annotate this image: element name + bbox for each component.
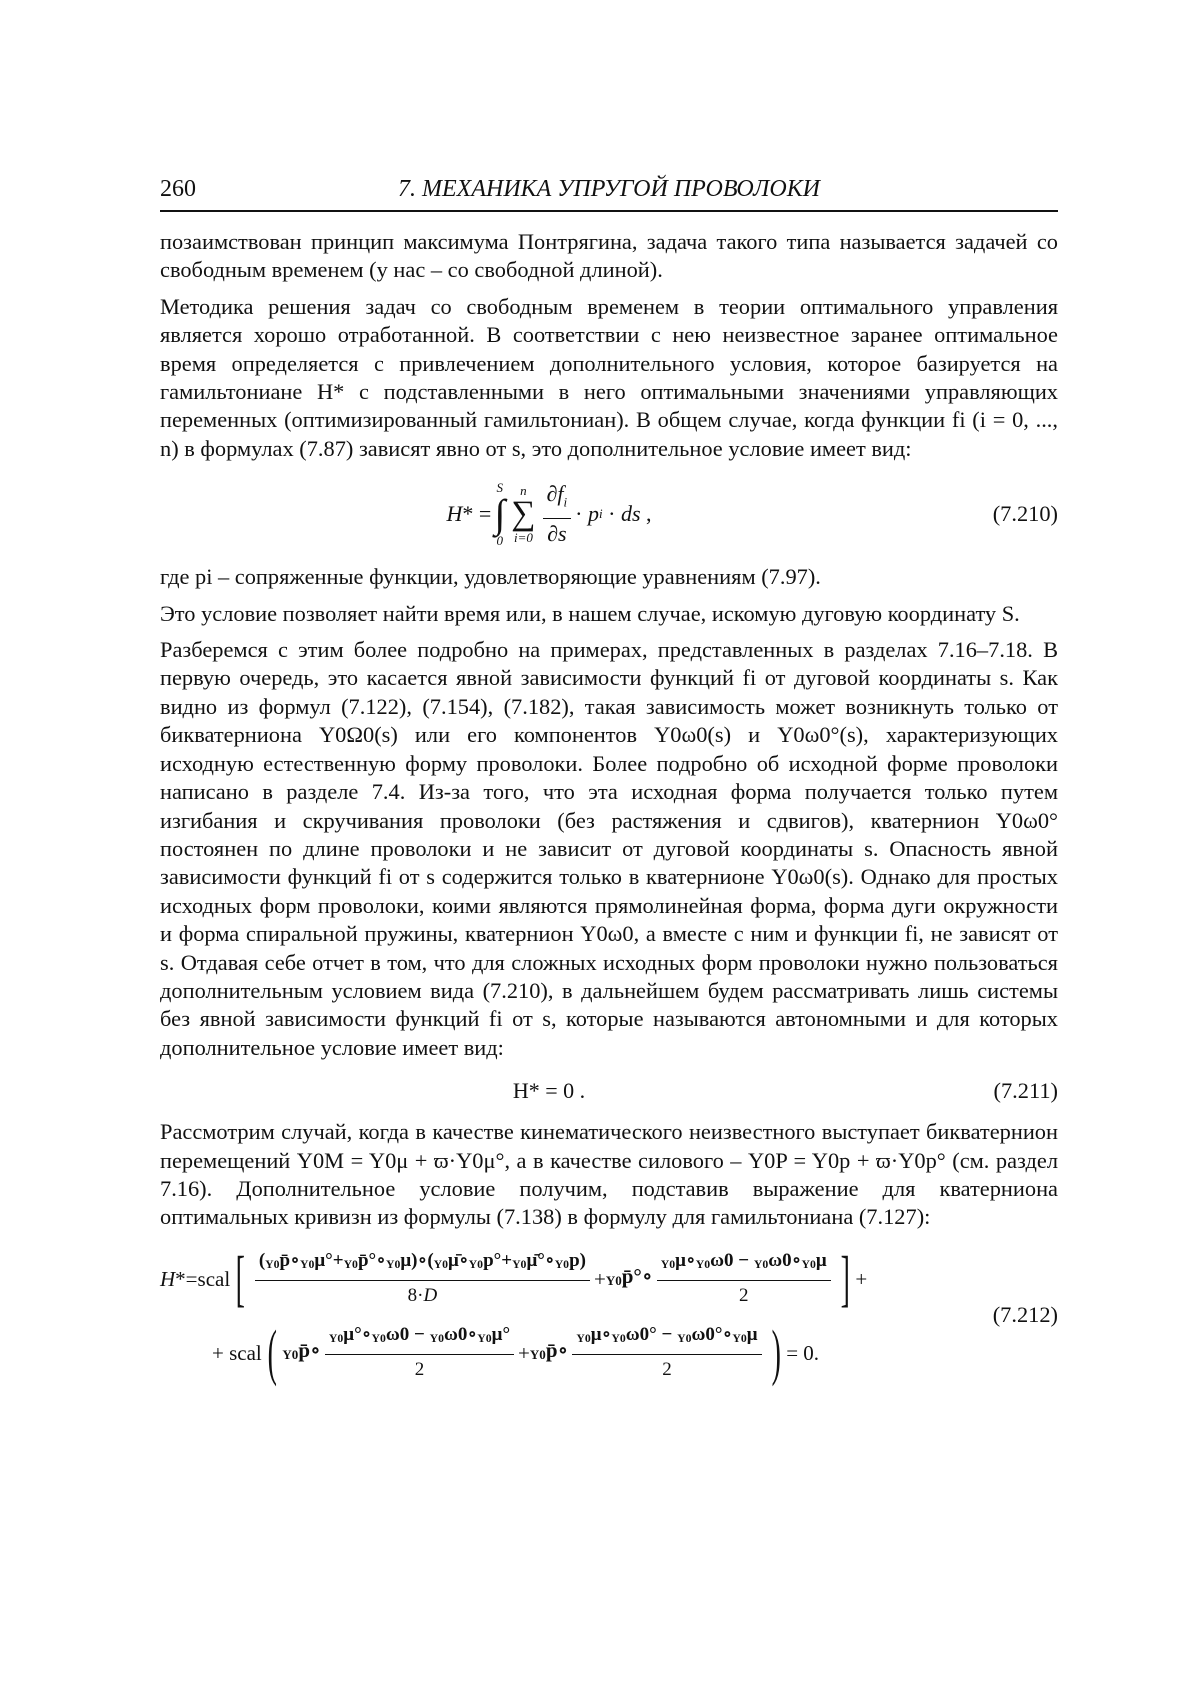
equation-7-210 — [160, 471, 1058, 557]
paragraph-3: где pi – сопряженные функции, удовлетворяющие уравнениям (7.97). — [160, 563, 1058, 591]
body-text — [160, 228, 1058, 1390]
equation-7-211 — [160, 1070, 1058, 1112]
document-page — [0, 0, 1200, 1698]
running-header — [160, 176, 1058, 212]
paragraph-1: позаимствован принцип максимума Понтрягина, задача такого типа называется задачей со свободным временем (у нас – со свободной длиной). — [160, 228, 1058, 285]
equation-7-211-body: H* = 0 . — [160, 1070, 938, 1112]
paragraph-4: Это условие позволяет найти время или, в нашем случае, искомую дуговую координату S. — [160, 600, 1058, 628]
page-number: 260 — [160, 176, 196, 203]
equation-7-212-line-1: H *=scal [ (Y0p̄∘Y0μ°+Y0p̄°∘Y0μ)∘(Y0μ̄∘Y0p°+Y0μ̄°∘Y0p) 8·D + Y0p̄°∘ Y0μ∘Y0ω0 − Y0ω0∘Y0μ 2 ] + — [160, 1244, 867, 1314]
paragraph-5: Разберемся с этим более подробно на примерах, представленных в разделах 7.16–7.18. В первую очередь, это касается явной зависимости функций fi от дуговой координаты s. Как видно из формул (7.122), (7.154), (7.182), такая зависимость может возникнуть только от бикватерниона Y0Ω0(s) или его компонентов Y0ω0(s) и Y0ω0°(s), характеризующих исходную естественную форму проволоки. Более подробно об исходной форме проволоки написано в разделе 7.4. Из-за того, что эта исходная форма получается только путем изгибания и скручивания проволоки (без растяжения и сдвигов), кватернион Y0ω0° постоянен по длине проволоки и не зависит от дуговой координаты s. Опасность явной зависимости функций fi от s содержится только в кватернионе Y0ω0(s). Однако для простых исходных форм проволоки, коими являются прямолинейная форма, форма дуги окружности и форма спиральной пружины, кватернион Y0ω0, а вместе с ним и функции fi, не зависят от s. Отдавая себе отчет в том, что для сложных исходных форм проволоки нужно пользоваться дополнительным условием вида (7.210), в дальнейшем будем рассматривать лишь системы без явной зависимости функций fi от s, которые называются автономными и для которых дополнительное условие имеет вид: — [160, 636, 1058, 1062]
chapter-title: 7. МЕХАНИКА УПРУГОЙ ПРОВОЛОКИ — [160, 176, 1058, 203]
equation-7-212-line-2: + scal ( Y0p̄∘ Y0μ°∘Y0ω0 − Y0ω0∘Y0μ° 2 + Y0p̄∘ Y0μ∘Y0ω0° − Y0ω0°∘Y0μ 2 ) = 0. — [212, 1318, 819, 1388]
equation-number-7-212: (7.212) — [993, 1301, 1058, 1329]
paragraph-2: Методика решения задач со свободным временем в теории оптимального управления является хорошо отработанной. В соответствии с нею неизвестное заранее оптимальное время определяется с привлечением дополнительного условия, которое базируется на гамильтониане H* с подставленными в него оптимальными значениями управляющих переменных (оптимизированный гамильтониан). В общем случае, когда функции fi (i = 0, ..., n) в формулах (7.87) зависят явно от s, это дополнительное условие имеет вид: — [160, 293, 1058, 463]
equation-number-7-211: (7.211) — [994, 1077, 1058, 1105]
equation-number-7-210: (7.210) — [993, 500, 1058, 528]
equation-7-210-body: H * = S ∫ 0 n ∑ i=0 ∂fi ∂s · p i · ds , — [160, 471, 938, 557]
equation-7-212 — [160, 1240, 1058, 1390]
paragraph-6: Рассмотрим случай, когда в качестве кинематического неизвестного выступает бикватернион перемещений Y0M = Y0μ + ϖ·Y0μ°, а в качестве силового – Y0P = Y0p + ϖ·Y0p° (см. раздел 7.16). Дополнительное условие получим, подставив выражение для кватерниона оптимальных кривизн из формулы (7.138) в формулу для гамильтониана (7.127): — [160, 1118, 1058, 1232]
